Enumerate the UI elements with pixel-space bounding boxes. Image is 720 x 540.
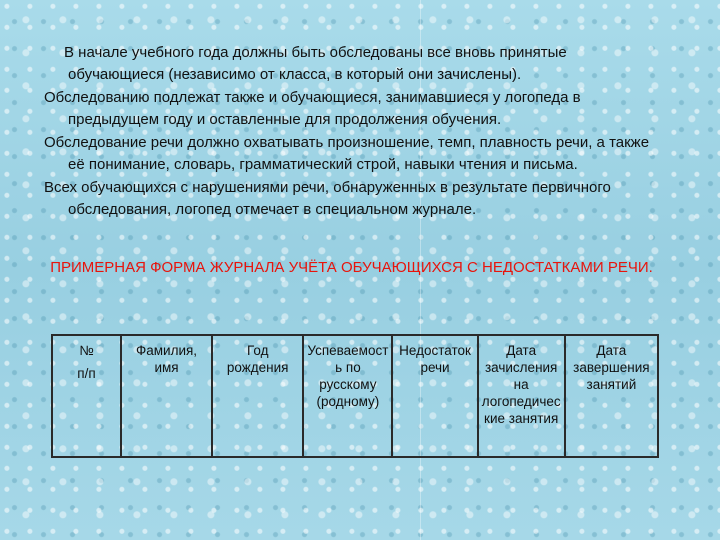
intro-text — [44, 42, 659, 222]
journal-table — [51, 334, 659, 458]
paragraph-2: Обследованию подлежат также и обучающиеся, занимавшиеся у логопеда в предыдущем году и оставленные для продолжения обучения. — [44, 89, 581, 128]
column-speech-defect: Недостаток речи — [392, 335, 477, 457]
column-progress: Успеваемость по русскому (родному) — [303, 335, 392, 457]
number-sign: № — [79, 343, 94, 358]
journal-form-heading: ПРИМЕРНАЯ ФОРМА ЖУРНАЛА УЧЁТА ОБУЧАЮЩИХСЯ С НЕДОСТАТКАМИ РЕЧИ. — [50, 259, 653, 276]
paragraph-1: В начале учебного года должны быть обследованы все вновь принятые обучающиеся (независимо от класса, в который они зачислены). — [64, 44, 567, 83]
column-birth-year: Год рождения — [212, 335, 303, 457]
number-abbrev: п/п — [77, 366, 96, 381]
table-row — [52, 335, 658, 457]
paragraph-3: Обследование речи должно охватывать произношение, темп, плавность речи, а также её понимание, словарь, грамматический строй, навыки чтения и письма. — [44, 134, 650, 173]
paragraph-4: Всех обучающихся с нарушениями речи, обнаруженных в результате первичного обследования, логопед отмечает в специальном журнале. — [44, 179, 611, 218]
column-completion-date: Дата завершения занятий — [565, 335, 658, 457]
column-name: Фамилия, имя — [121, 335, 212, 457]
column-enrollment-date: Дата зачисления на логопедические занятия — [478, 335, 565, 457]
column-number — [52, 335, 121, 457]
